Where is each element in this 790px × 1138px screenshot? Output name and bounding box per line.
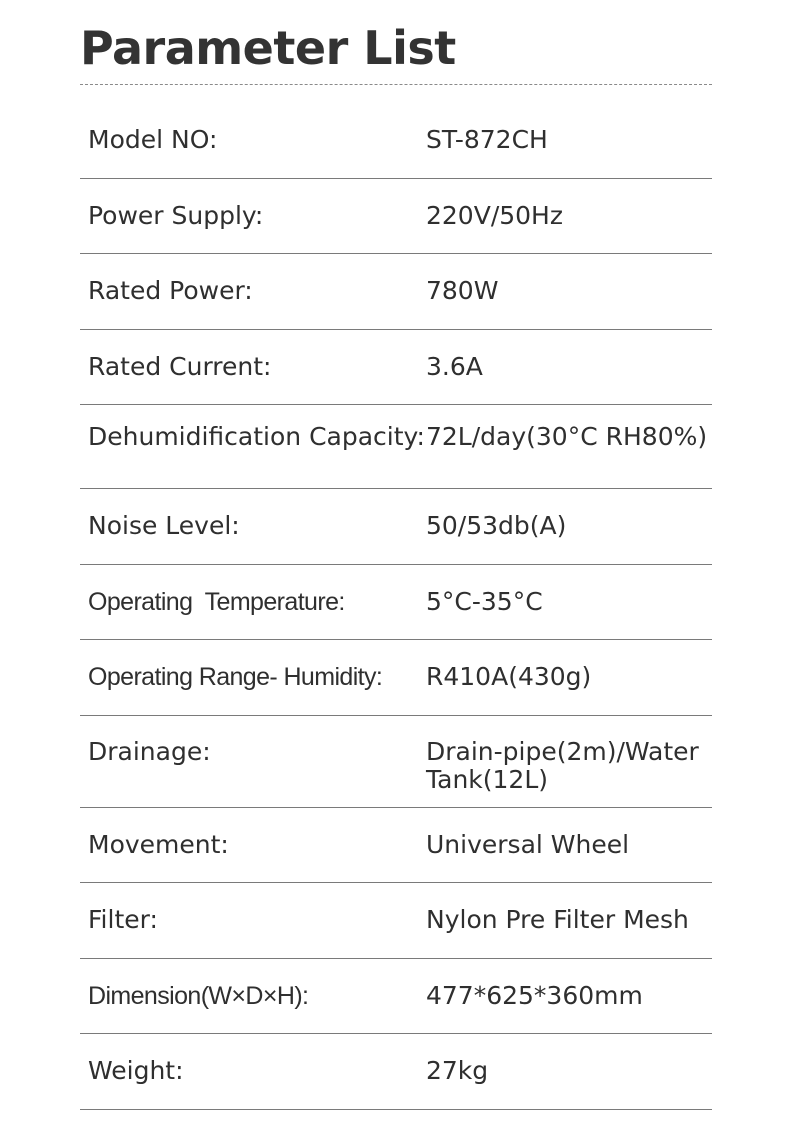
parameter-sheet	[80, 0, 712, 1110]
param-value: 477*625*360mm	[426, 980, 643, 1010]
param-label: Noise Level:	[88, 511, 240, 541]
param-value: 72L/day(30°C RH80%)	[426, 422, 708, 451]
param-label: Power Supply:	[88, 200, 264, 230]
param-value: 5°C-35°C	[426, 586, 543, 616]
title-divider	[80, 84, 712, 85]
param-label: Weight:	[88, 1056, 184, 1086]
param-label: Model NO:	[88, 125, 218, 155]
param-label: Rated Power:	[88, 276, 253, 306]
param-value: 27kg	[426, 1056, 489, 1086]
param-label: Rated Current:	[88, 351, 272, 381]
param-label: Dehumidification Capacity:	[88, 422, 425, 451]
parameter-list	[80, 103, 712, 1110]
param-label: Operating Temperature:	[88, 587, 345, 616]
param-label: Operating Range- Humidity:	[88, 663, 383, 692]
param-row-operating-temperature	[80, 565, 712, 641]
param-row-noise-level	[80, 489, 712, 565]
param-row-rated-current	[80, 330, 712, 406]
param-value: 780W	[426, 276, 499, 306]
param-row-rated-power	[80, 254, 712, 330]
param-value: 50/53db(A)	[426, 511, 567, 541]
param-value: R410A(430g)	[426, 662, 592, 692]
param-label: Filter:	[88, 905, 158, 935]
param-row-dimension	[80, 959, 712, 1035]
param-value: Universal Wheel	[426, 829, 630, 859]
param-label: Drainage:	[88, 736, 211, 766]
param-row-dehumidification-capacity	[80, 405, 712, 489]
param-value: ST-872CH	[426, 125, 548, 155]
param-row-model	[80, 103, 712, 179]
param-value: Nylon Pre Filter Mesh	[426, 905, 689, 935]
param-row-power-supply	[80, 179, 712, 255]
param-row-operating-humidity	[80, 640, 712, 716]
param-row-filter	[80, 883, 712, 959]
param-label: Movement:	[88, 829, 229, 859]
page-title: Parameter List	[80, 21, 456, 75]
param-row-movement	[80, 808, 712, 884]
param-value: 220V/50Hz	[426, 200, 563, 230]
param-value: 3.6A	[426, 351, 483, 381]
param-value: Drain-pipe(2m)/Water Tank(12L)	[426, 736, 699, 794]
param-row-drainage	[80, 716, 712, 808]
param-row-weight	[80, 1034, 712, 1110]
param-label: Dimension(W×D×H):	[88, 981, 309, 1010]
